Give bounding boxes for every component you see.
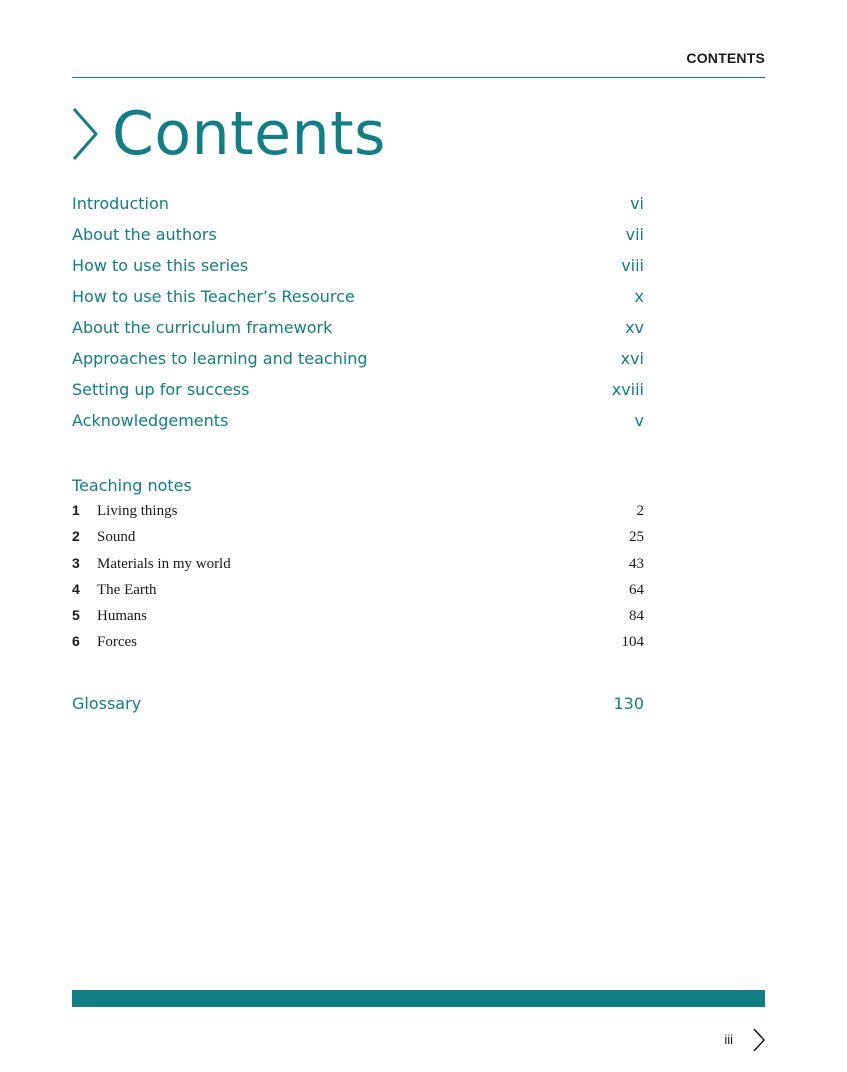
chapter-entry[interactable] bbox=[72, 528, 644, 554]
chevron-right-icon bbox=[70, 106, 100, 162]
glossary-page: 130 bbox=[613, 694, 644, 713]
chapter-page: 2 bbox=[636, 503, 644, 519]
chapter-page: 64 bbox=[629, 581, 644, 598]
running-head: CONTENTS bbox=[686, 50, 765, 66]
glossary-label: Glossary bbox=[72, 694, 142, 713]
chapter-entry[interactable] bbox=[72, 581, 644, 607]
chapter-page: 84 bbox=[629, 608, 644, 625]
toc-entry-page: viii bbox=[621, 256, 644, 275]
glossary-entry[interactable] bbox=[72, 694, 644, 725]
toc-entry-label: How to use this Teacher’s Resource bbox=[72, 287, 355, 306]
toc-entry[interactable] bbox=[72, 225, 644, 256]
chapter-title: Sound bbox=[97, 529, 136, 546]
toc-entry-label: Acknowledgements bbox=[72, 411, 229, 430]
toc-entry-label: Introduction bbox=[72, 194, 169, 213]
page-number: iii bbox=[724, 1032, 733, 1047]
toc-entry[interactable] bbox=[72, 318, 644, 349]
chapter-entry[interactable] bbox=[72, 633, 644, 659]
chapter-number: 1 bbox=[72, 502, 80, 518]
toc-entry-page: v bbox=[634, 411, 644, 430]
page-title-block bbox=[70, 96, 386, 172]
chapter-title: The Earth bbox=[97, 581, 157, 598]
chapter-entry[interactable] bbox=[72, 502, 644, 528]
chapter-number: 4 bbox=[72, 580, 80, 597]
chapter-title: Materials in my world bbox=[97, 555, 231, 572]
toc-entry-page: vi bbox=[630, 194, 644, 213]
toc-entry[interactable] bbox=[72, 349, 644, 380]
toc-entry-label: About the authors bbox=[72, 225, 217, 244]
chapter-number: 5 bbox=[72, 607, 80, 624]
teaching-notes-heading: Teaching notes bbox=[72, 476, 192, 495]
toc-entry[interactable] bbox=[72, 194, 644, 225]
toc-entry-label: About the curriculum framework bbox=[72, 318, 333, 337]
toc-entry-page: x bbox=[634, 287, 644, 306]
chapter-title: Forces bbox=[97, 634, 137, 651]
header-rule bbox=[72, 77, 765, 78]
chapter-number: 6 bbox=[72, 633, 80, 650]
footer-bar bbox=[72, 990, 765, 1007]
toc-entry-label: Setting up for success bbox=[72, 380, 250, 399]
chevron-right-icon bbox=[752, 1027, 766, 1053]
chapter-entry[interactable] bbox=[72, 607, 644, 633]
toc-entry[interactable] bbox=[72, 380, 644, 411]
toc-entry-page: xvi bbox=[620, 349, 644, 368]
chapter-title: Living things bbox=[97, 503, 178, 519]
chapter-page: 25 bbox=[629, 529, 644, 546]
toc-entry-page: xviii bbox=[611, 380, 644, 399]
toc-entry[interactable] bbox=[72, 411, 644, 442]
toc-entry-label: Approaches to learning and teaching bbox=[72, 349, 368, 368]
chapter-entry[interactable] bbox=[72, 555, 644, 581]
toc-entry[interactable] bbox=[72, 287, 644, 318]
chapter-number: 2 bbox=[72, 528, 80, 545]
page-title: Contents bbox=[112, 99, 386, 169]
chapter-title: Humans bbox=[97, 608, 147, 625]
chapter-number: 3 bbox=[72, 554, 80, 571]
contents-list bbox=[72, 194, 644, 442]
toc-entry[interactable] bbox=[72, 256, 644, 287]
teaching-notes-list bbox=[72, 502, 644, 660]
toc-entry-page: xv bbox=[625, 318, 644, 337]
toc-entry-page: vii bbox=[625, 225, 644, 244]
chapter-page: 104 bbox=[621, 634, 644, 651]
toc-entry-label: How to use this series bbox=[72, 256, 249, 275]
chapter-page: 43 bbox=[629, 555, 644, 572]
